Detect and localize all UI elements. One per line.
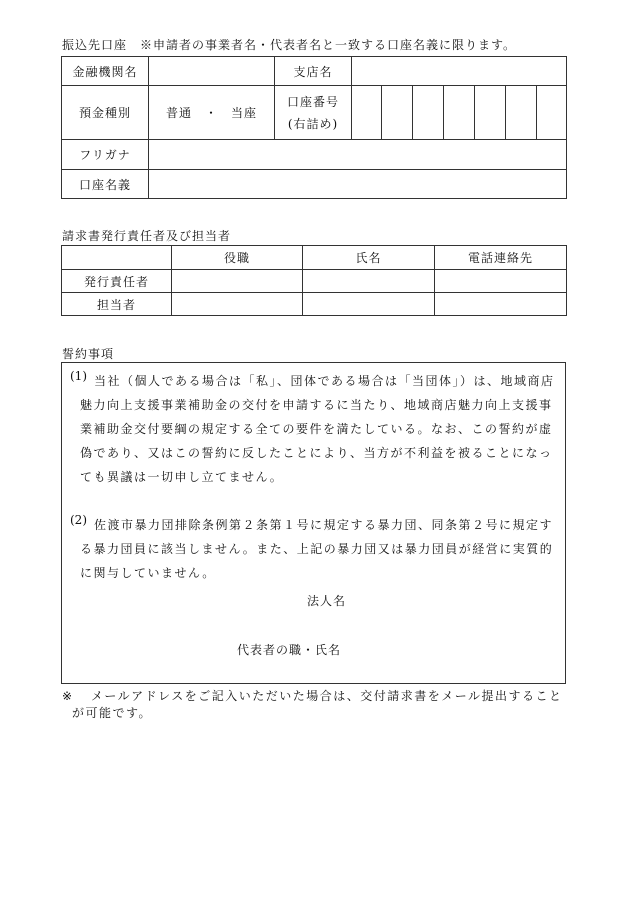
footnote-mark: ※ xyxy=(62,689,74,703)
account-number-note: (右詰め) xyxy=(287,116,339,131)
footnote xyxy=(62,688,572,722)
pledge-item-2-line: る暴力団員に該当しません。また、上記の暴力団又は暴力団員が経営に実質的 xyxy=(80,542,554,556)
staff-phone-field[interactable] xyxy=(435,293,567,316)
issuer-position-field[interactable] xyxy=(172,270,303,293)
account-holder-label: 口座名義 xyxy=(62,170,149,199)
branch-field[interactable] xyxy=(352,57,567,86)
staff-name-field[interactable] xyxy=(303,293,435,316)
pledge-item-2-line: に関与していません。 xyxy=(80,566,216,580)
furigana-label: フリガナ xyxy=(62,140,149,170)
row-staff-label: 担当者 xyxy=(62,293,172,316)
account-digit-4[interactable] xyxy=(444,86,475,140)
representative-label: 代表者の職・氏名 xyxy=(237,643,342,657)
bank-name-field[interactable] xyxy=(149,57,275,86)
pledge-item-1-number: (1) xyxy=(70,369,87,383)
row-issuer-label: 発行責任者 xyxy=(62,270,172,293)
account-number-label-cell xyxy=(275,86,352,140)
account-number-label: 口座番号 xyxy=(286,94,339,109)
col-position-header: 役職 xyxy=(172,246,303,270)
pledge-item-2-line: 佐渡市暴力団排除条例第２条第１号に規定する暴力団、同条第２号に規定す xyxy=(94,518,554,532)
account-digit-5[interactable] xyxy=(475,86,506,140)
deposit-type-label: 預金種別 xyxy=(62,86,149,140)
footnote-line-1: メールアドレスをご記入いただいた場合は、交付請求書をメール提出すること xyxy=(90,689,563,703)
account-digit-2[interactable] xyxy=(382,86,413,140)
pledge-item-1-line: 当社（個人である場合は「私」、団体である場合は「当団体」）は、地域商店 xyxy=(94,374,555,388)
account-digit-7[interactable] xyxy=(537,86,567,140)
account-digit-3[interactable] xyxy=(413,86,444,140)
bank-name-label: 金融機関名 xyxy=(62,57,149,86)
pledge-item-1-line: 魅力向上支援事業補助金の交付を申請するに当たり、地域商店魅力向上支援事 xyxy=(80,398,553,412)
col-phone-header: 電話連絡先 xyxy=(435,246,567,270)
contact-section-heading: 請求書発行責任者及び担当者 xyxy=(62,229,232,243)
deposit-type-value[interactable]: 普通 ・ 当座 xyxy=(149,86,275,140)
furigana-field[interactable] xyxy=(149,140,567,170)
corp-name-label: 法人名 xyxy=(307,594,347,608)
col-name-header: 氏名 xyxy=(303,246,435,270)
bank-account-table xyxy=(61,56,567,199)
issuer-phone-field[interactable] xyxy=(435,270,567,293)
pledge-item-1-line: ても異議は一切申し立てません。 xyxy=(80,470,284,484)
contact-table xyxy=(61,245,567,316)
bank-section-heading: 振込先口座 ※申請者の事業者名・代表者名と一致する口座名義に限ります。 xyxy=(62,38,517,52)
contact-header-blank xyxy=(62,246,172,270)
pledge-item-1-line: 業補助金交付要綱の規定する全ての要件を満たしている。なお、この誓約が虚 xyxy=(80,422,553,436)
pledge-item-1-line: 偽であり、又はこの誓約に反したことにより、当方が不利益を被ることになっ xyxy=(80,446,553,460)
account-digit-6[interactable] xyxy=(506,86,537,140)
account-digit-1[interactable] xyxy=(352,86,382,140)
account-holder-field[interactable] xyxy=(149,170,567,199)
pledge-item-2-number: (2) xyxy=(70,513,87,527)
issuer-name-field[interactable] xyxy=(303,270,435,293)
pledge-box xyxy=(61,362,566,684)
footnote-line-2: が可能です。 xyxy=(72,706,153,720)
pledge-section-heading: 誓約事項 xyxy=(62,347,115,361)
staff-position-field[interactable] xyxy=(172,293,303,316)
branch-label: 支店名 xyxy=(275,57,352,86)
